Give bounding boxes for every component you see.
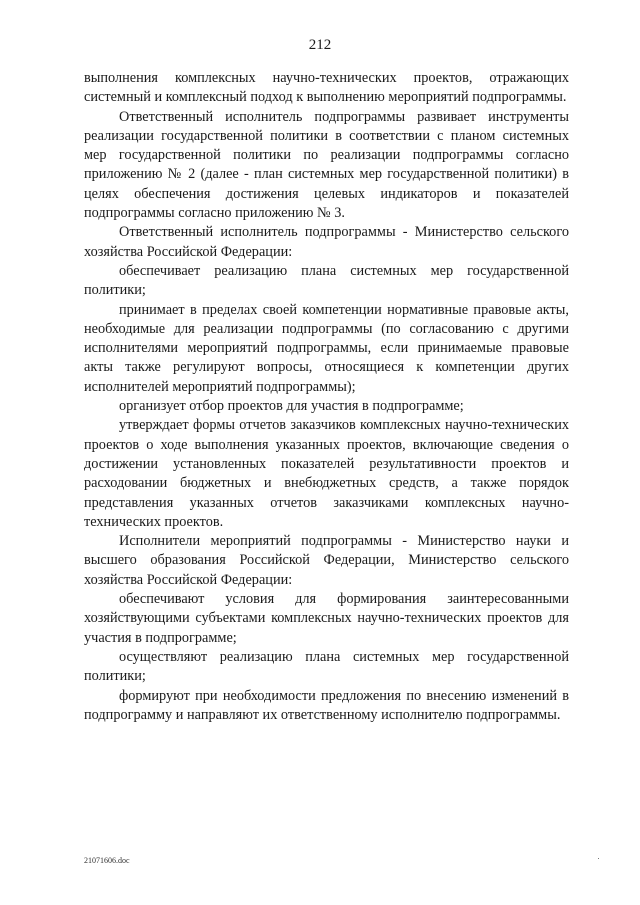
paragraph-ensures-plan: обеспечивает реализацию плана системных мер государственной политики;	[84, 262, 569, 299]
paragraph-approves-reports: утверждает формы отчетов заказчиков комплексных научно-технических проектов о ходе выполнения указанных проектов, включающие сведения о достижении установленных показателей результативности проектов и расходовании бюджетных и внебюджетных средств, а также порядок представления указанных отчетов заказчиками комплексных научно-технических проектов.	[84, 417, 569, 530]
paragraph-continuation: выполнения комплексных научно-технических проектов, отражающих системный и комплексный подход к выполнению мероприятий подпрограммы.	[84, 70, 569, 106]
footer-doc-code: 21071606.doc	[84, 856, 130, 865]
document-body	[84, 69, 569, 725]
paragraph-organizes-selection: организует отбор проектов для участия в подпрограмме;	[119, 398, 464, 415]
paragraph-provide-conditions: обеспечивают условия для формирования заинтересованными хозяйствующими субъектами комплексных научно-технических проектов для участия в подпрограмме;	[84, 591, 569, 646]
paragraph-implement-plan: осуществляют реализацию плана системных мер государственной политики;	[84, 648, 569, 685]
paragraph-executors: Исполнители мероприятий подпрограммы - Министерство науки и высшего образования Российской Федерации, Министерство сельского хозяйства Российской Федерации:	[84, 533, 569, 588]
paragraph-responsible-executor-tools: Ответственный исполнитель подпрограммы развивает инструменты реализации государственной политики в соответствии с планом системных мер государственной политики по реализации подпрограммы согласно приложению № 2 (далее - план системных мер государственной политики) в целях обеспечения достижения целевых индикаторов и показателей подпрограммы согласно приложению № 3.	[84, 108, 569, 222]
paragraph-responsible-executor: Ответственный исполнитель подпрограммы - Министерство сельского хозяйства Российской Федерации:	[84, 224, 569, 260]
scan-speck	[598, 858, 599, 859]
paragraph-form-proposals: формируют при необходимости предложения по внесению изменений в подпрограмму и направляют их ответственному исполнителю подпрограммы.	[84, 687, 569, 723]
paragraph-adopts-acts: принимает в пределах своей компетенции нормативные правовые акты, необходимые для реализации подпрограммы (по согласованию с другими исполнителями мероприятий подпрограммы, если принимаемые правовые акты также регулируют вопросы, относящиеся к компетенции других исполнителей мероприятий подпрограммы);	[84, 301, 569, 395]
page-number: 212	[308, 37, 332, 53]
